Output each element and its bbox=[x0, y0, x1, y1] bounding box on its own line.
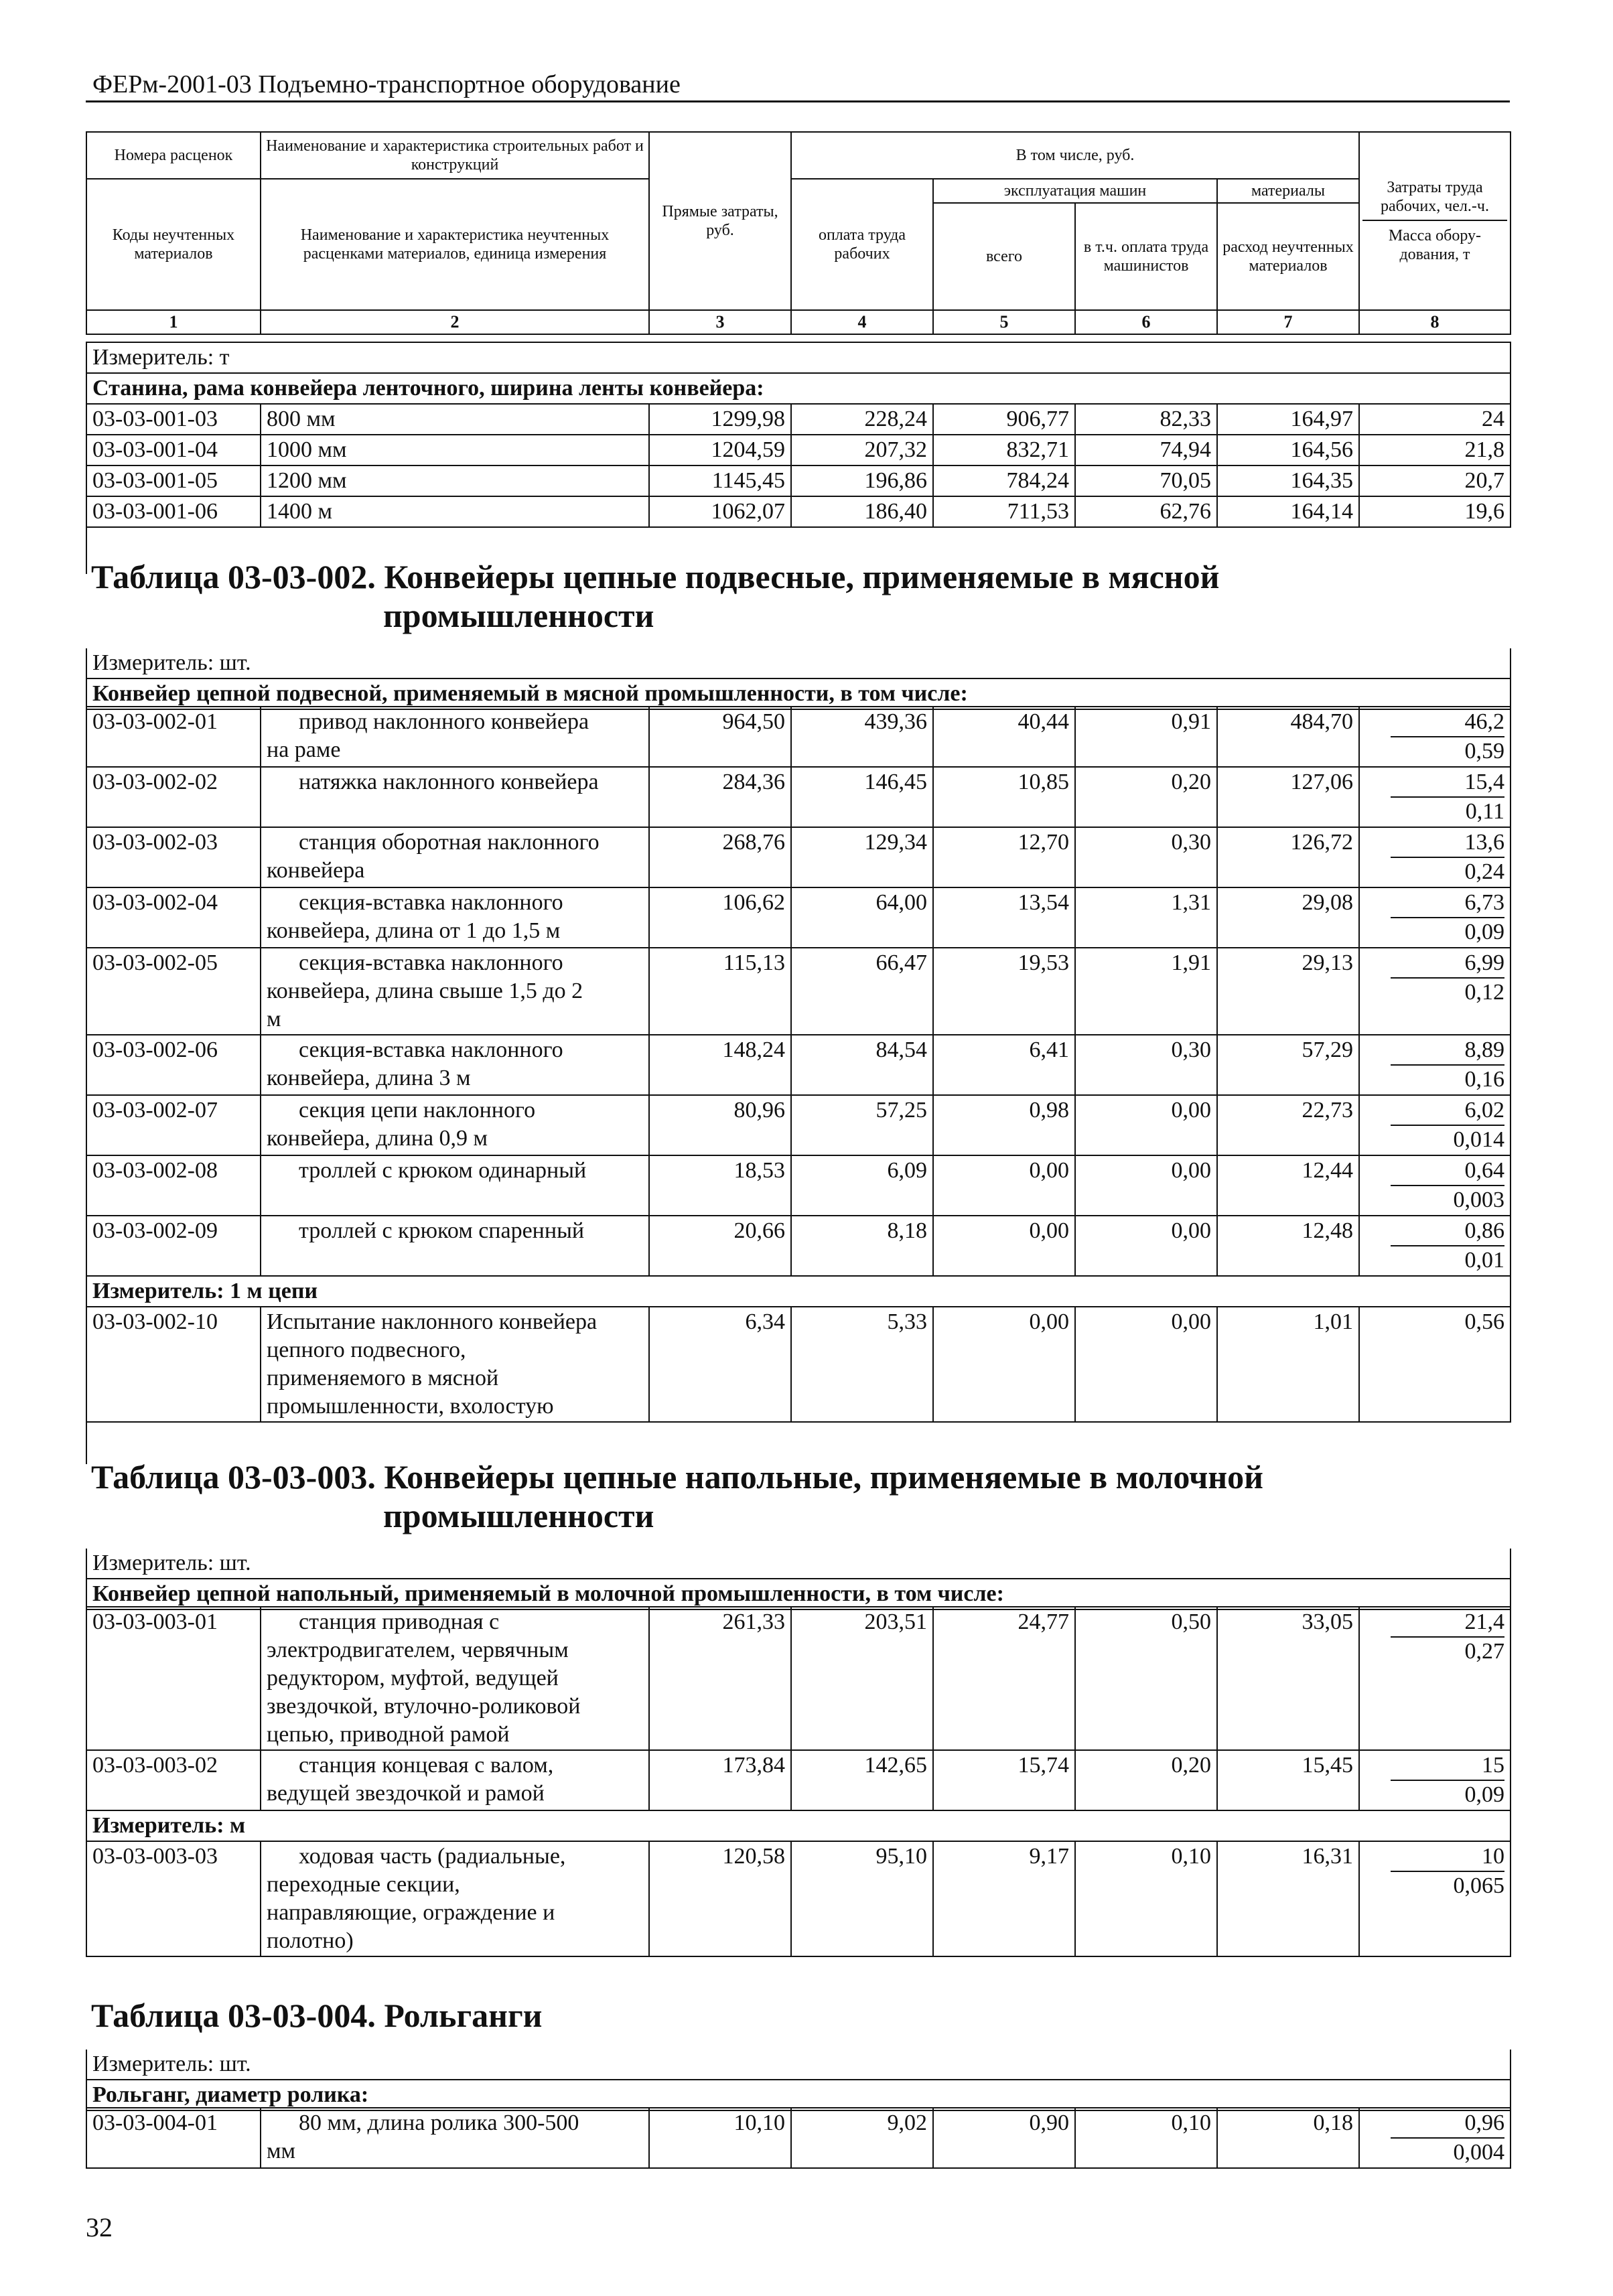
driver-pay: 0,20 bbox=[1075, 767, 1217, 827]
measure-label: Измеритель: шт. bbox=[86, 1549, 1511, 1579]
labor-pay: 142,65 bbox=[791, 1750, 933, 1810]
machine-total: 784,24 bbox=[933, 465, 1075, 496]
table-title-03-03-002 bbox=[91, 557, 1498, 635]
rate-code: 03-03-002-02 bbox=[86, 767, 261, 827]
rate-name: 800 мм bbox=[261, 404, 649, 435]
labor-pay: 64,00 bbox=[791, 887, 933, 948]
col-rate-numbers: Номера расценок bbox=[86, 132, 261, 179]
rate-name-line: станция концевая с валом, bbox=[299, 1753, 554, 1778]
table-row bbox=[86, 1750, 1511, 1810]
rate-name-line: конвейера, длина свыше 1,5 до 2 bbox=[267, 979, 583, 1003]
rate-name bbox=[261, 1307, 649, 1422]
labor-mass bbox=[1359, 767, 1511, 827]
measure-row bbox=[86, 1276, 1511, 1307]
rate-name-line: мм bbox=[267, 2139, 296, 2163]
direct-costs: 120,58 bbox=[649, 1841, 791, 1956]
labor-pay: 203,51 bbox=[791, 1607, 933, 1750]
table-title-line1: Таблица 03-03-002. Конвейеры цепные подвесные, применяемые в мясной bbox=[91, 558, 1220, 595]
page-number: 32 bbox=[86, 2212, 113, 2242]
equipment-mass: 0,12 bbox=[1464, 980, 1504, 1005]
rate-code: 03-03-002-01 bbox=[86, 707, 261, 767]
rate-name-line: троллей с крюком спаренный bbox=[299, 1218, 585, 1243]
materials: 164,97 bbox=[1217, 404, 1359, 435]
labor-mass bbox=[1359, 1841, 1511, 1956]
labor-cost: 0,96 bbox=[1391, 2109, 1504, 2139]
rate-name-line: цепного подвесного, bbox=[267, 1338, 466, 1362]
measure-row bbox=[86, 1810, 1511, 1841]
rate-name-line: Испытание наклонного конвейера bbox=[267, 1309, 598, 1334]
rate-name: 1200 мм bbox=[261, 465, 649, 496]
rate-name-line: промышленности, вхолостую bbox=[267, 1394, 554, 1419]
labor-mass bbox=[1359, 1750, 1511, 1810]
table-row bbox=[86, 1035, 1511, 1095]
labor-cost: 15 bbox=[1391, 1751, 1504, 1781]
rate-code: 03-03-001-05 bbox=[86, 465, 261, 496]
equipment-mass: 0,11 bbox=[1465, 799, 1504, 824]
direct-costs: 1204,59 bbox=[649, 435, 791, 465]
equipment-mass: 0,59 bbox=[1464, 739, 1504, 764]
rate-name-line: натяжка наклонного конвейера bbox=[299, 770, 599, 794]
table-row bbox=[86, 1307, 1511, 1422]
table-row bbox=[86, 1155, 1511, 1216]
direct-costs: 148,24 bbox=[649, 1035, 791, 1095]
measure-label: Измеритель: м bbox=[86, 1810, 1511, 1841]
direct-costs: 80,96 bbox=[649, 1095, 791, 1155]
labor-pay: 439,36 bbox=[791, 707, 933, 767]
col-num: 8 bbox=[1359, 310, 1511, 334]
col-machine-op: эксплуатация машин bbox=[933, 179, 1217, 203]
labor-pay: 5,33 bbox=[791, 1307, 933, 1422]
equipment-mass: 0,004 bbox=[1453, 2140, 1504, 2165]
materials: 12,44 bbox=[1217, 1155, 1359, 1216]
measure-label: Измеритель: т bbox=[86, 342, 1511, 373]
driver-pay: 0,91 bbox=[1075, 707, 1217, 767]
materials: 33,05 bbox=[1217, 1607, 1359, 1750]
direct-costs: 106,62 bbox=[649, 887, 791, 948]
materials: 57,29 bbox=[1217, 1035, 1359, 1095]
materials: 484,70 bbox=[1217, 707, 1359, 767]
rate-code: 03-03-002-05 bbox=[86, 948, 261, 1035]
labor-cost: 6,73 bbox=[1391, 889, 1504, 918]
table-03-03-004-rows bbox=[86, 2107, 1511, 2169]
materials: 126,72 bbox=[1217, 827, 1359, 887]
rate-name-line bbox=[267, 796, 643, 824]
labor-cost: 20,7 bbox=[1359, 465, 1511, 496]
rate-name-line: на раме bbox=[267, 737, 341, 762]
machine-total: 13,54 bbox=[933, 887, 1075, 948]
equipment-mass: 0,003 bbox=[1453, 1188, 1504, 1212]
labor-pay: 129,34 bbox=[791, 827, 933, 887]
labor-pay: 196,86 bbox=[791, 465, 933, 496]
rate-code: 03-03-001-03 bbox=[86, 404, 261, 435]
machine-total: 711,53 bbox=[933, 496, 1075, 527]
labor-cost: 15,4 bbox=[1391, 768, 1504, 798]
rate-name bbox=[261, 1216, 649, 1276]
col-num: 7 bbox=[1217, 310, 1359, 334]
rate-name-line: звездочкой, втулочно-роликовой bbox=[267, 1694, 581, 1719]
labor-pay: 9,02 bbox=[791, 2108, 933, 2168]
table-03-03-004 bbox=[86, 2050, 1511, 2111]
col-materials: материалы bbox=[1217, 179, 1359, 203]
labor-pay: 186,40 bbox=[791, 496, 933, 527]
rate-code: 03-03-002-07 bbox=[86, 1095, 261, 1155]
col-mass: Масса обору- дования, т bbox=[1388, 227, 1482, 263]
driver-pay: 0,20 bbox=[1075, 1750, 1217, 1810]
labor-cost: 24 bbox=[1359, 404, 1511, 435]
rate-name-line: конвейера, длина 0,9 м bbox=[267, 1126, 488, 1151]
labor-mass bbox=[1359, 1035, 1511, 1095]
rate-name-line: секция цепи наклонного bbox=[299, 1098, 536, 1123]
materials: 0,18 bbox=[1217, 2108, 1359, 2168]
rate-name bbox=[261, 1155, 649, 1216]
driver-pay: 0,00 bbox=[1075, 1095, 1217, 1155]
labor-pay: 146,45 bbox=[791, 767, 933, 827]
driver-pay: 1,91 bbox=[1075, 948, 1217, 1035]
table-title-line1: Таблица 03-03-003. Конвейеры цепные напольные, применяемые в молочной bbox=[91, 1458, 1263, 1496]
rate-name-line: троллей с крюком одинарный bbox=[299, 1158, 587, 1183]
labor-pay: 84,54 bbox=[791, 1035, 933, 1095]
table-row bbox=[86, 948, 1511, 1035]
driver-pay: 0,50 bbox=[1075, 1607, 1217, 1750]
table-title-03-03-003 bbox=[91, 1457, 1498, 1535]
labor-mass bbox=[1359, 707, 1511, 767]
labor-mass bbox=[1359, 887, 1511, 948]
materials: 29,13 bbox=[1217, 948, 1359, 1035]
rate-name-line: станция оборотная наклонного bbox=[299, 830, 600, 855]
rate-name-line: секция-вставка наклонного bbox=[299, 890, 563, 915]
machine-total: 832,71 bbox=[933, 435, 1075, 465]
machine-total: 9,17 bbox=[933, 1841, 1075, 1956]
column-header-table bbox=[86, 131, 1511, 335]
table-03-03-003-rows bbox=[86, 1606, 1511, 1957]
direct-costs: 261,33 bbox=[649, 1607, 791, 1750]
rate-name-line: ходовая часть (радиальные, bbox=[299, 1844, 566, 1869]
equipment-mass: 0,27 bbox=[1464, 1639, 1504, 1664]
machine-total: 15,74 bbox=[933, 1750, 1075, 1810]
equipment-mass: 0,065 bbox=[1453, 1873, 1504, 1898]
rate-name-line: ведущей звездочкой и рамой bbox=[267, 1781, 545, 1806]
rate-code: 03-03-002-04 bbox=[86, 887, 261, 948]
direct-costs: 10,10 bbox=[649, 2108, 791, 2168]
machine-total: 24,77 bbox=[933, 1607, 1075, 1750]
equipment-mass: 0,014 bbox=[1453, 1127, 1504, 1152]
table-row bbox=[86, 465, 1511, 496]
rate-name-line: 80 мм, длина ролика 300-500 bbox=[299, 2110, 579, 2135]
labor-mass bbox=[1359, 1216, 1511, 1276]
rate-name-line: редуктором, муфтой, ведущей bbox=[267, 1666, 559, 1691]
labor-mass: 0,56 bbox=[1359, 1307, 1511, 1422]
col-num: 2 bbox=[261, 310, 649, 334]
machine-total: 19,53 bbox=[933, 948, 1075, 1035]
rate-name bbox=[261, 1841, 649, 1956]
rate-code: 03-03-004-01 bbox=[86, 2108, 261, 2168]
machine-total: 12,70 bbox=[933, 827, 1075, 887]
rate-name-line: секция-вставка наклонного bbox=[299, 950, 563, 975]
labor-cost: 6,99 bbox=[1391, 949, 1504, 979]
table-title-03-03-004 bbox=[91, 1996, 1498, 2035]
equipment-mass: 0,01 bbox=[1464, 1248, 1504, 1273]
col-num: 4 bbox=[791, 310, 933, 334]
driver-pay: 1,31 bbox=[1075, 887, 1217, 948]
table-03-03-002-rows bbox=[86, 706, 1511, 1464]
col-labor-pay: оплата труда рабочих bbox=[791, 179, 933, 310]
labor-mass bbox=[1359, 827, 1511, 887]
driver-pay: 0,10 bbox=[1075, 1841, 1217, 1956]
table-03-03-003 bbox=[86, 1549, 1511, 1610]
rate-code: 03-03-002-03 bbox=[86, 827, 261, 887]
rate-name-line: конвейера, длина 3 м bbox=[267, 1066, 471, 1090]
labor-cost: 6,02 bbox=[1391, 1096, 1504, 1126]
col-unaccounted-materials: расход неучтенных материалов bbox=[1217, 203, 1359, 310]
driver-pay: 0,00 bbox=[1075, 1307, 1217, 1422]
machine-total: 0,00 bbox=[933, 1307, 1075, 1422]
rate-name bbox=[261, 1750, 649, 1810]
labor-cost: 10 bbox=[1391, 1843, 1504, 1872]
materials: 164,56 bbox=[1217, 435, 1359, 465]
driver-pay: 0,10 bbox=[1075, 2108, 1217, 2168]
table-title-line2: промышленности bbox=[383, 597, 654, 634]
labor-pay: 207,32 bbox=[791, 435, 933, 465]
equipment-mass: 0,16 bbox=[1464, 1067, 1504, 1092]
labor-cost: 13,6 bbox=[1391, 829, 1504, 858]
col-num: 5 bbox=[933, 310, 1075, 334]
header-rule bbox=[86, 100, 1510, 102]
driver-pay: 70,05 bbox=[1075, 465, 1217, 496]
col-labor-cost: Затраты труда рабочих, чел.-ч. bbox=[1362, 178, 1507, 221]
labor-cost: 8,89 bbox=[1391, 1036, 1504, 1066]
col-driver-pay: в т.ч. оплата труда машинистов bbox=[1075, 203, 1217, 310]
col-material-name: Наименование и характеристика неучтенных расценками материалов, единица измерения bbox=[261, 179, 649, 310]
equipment-mass: 0,09 bbox=[1464, 1782, 1504, 1807]
measure-label: Измеритель: шт. bbox=[86, 648, 1511, 678]
rate-name bbox=[261, 707, 649, 767]
rate-name bbox=[261, 1035, 649, 1095]
col-num: 3 bbox=[649, 310, 791, 334]
rate-name bbox=[261, 1095, 649, 1155]
materials: 15,45 bbox=[1217, 1750, 1359, 1810]
direct-costs: 20,66 bbox=[649, 1216, 791, 1276]
col-num: 1 bbox=[86, 310, 261, 334]
rate-code: 03-03-003-03 bbox=[86, 1841, 261, 1956]
table-row bbox=[86, 496, 1511, 527]
driver-pay: 62,76 bbox=[1075, 496, 1217, 527]
labor-pay: 8,18 bbox=[791, 1216, 933, 1276]
table-row bbox=[86, 1607, 1511, 1750]
rate-name-line bbox=[267, 1185, 643, 1213]
materials: 1,01 bbox=[1217, 1307, 1359, 1422]
rate-name bbox=[261, 887, 649, 948]
labor-cost: 21,4 bbox=[1391, 1608, 1504, 1638]
materials: 127,06 bbox=[1217, 767, 1359, 827]
machine-total: 0,00 bbox=[933, 1155, 1075, 1216]
direct-costs: 1062,07 bbox=[649, 496, 791, 527]
rate-code: 03-03-001-04 bbox=[86, 435, 261, 465]
group-label: Конвейер цепной подвесной, применяемый в мясной промышленности, в том числе: bbox=[86, 678, 1511, 709]
materials: 29,08 bbox=[1217, 887, 1359, 948]
labor-cost: 46,2 bbox=[1391, 708, 1504, 737]
rate-name bbox=[261, 827, 649, 887]
table-row bbox=[86, 887, 1511, 948]
col-direct-costs: Прямые затраты, руб. bbox=[649, 132, 791, 310]
labor-cost: 21,8 bbox=[1359, 435, 1511, 465]
table-row bbox=[86, 1095, 1511, 1155]
rate-name-line: секция-вставка наклонного bbox=[299, 1037, 563, 1062]
col-including: В том числе, руб. bbox=[791, 132, 1359, 179]
rate-name-line: конвейера, длина от 1 до 1,5 м bbox=[267, 918, 561, 943]
machine-total: 906,77 bbox=[933, 404, 1075, 435]
group-label: Рольганг, диаметр ролика: bbox=[86, 2080, 1511, 2110]
table-row bbox=[86, 827, 1511, 887]
rate-name-line: применяемого в мясной bbox=[267, 1366, 499, 1390]
machine-total: 0,90 bbox=[933, 2108, 1075, 2168]
group-label: Станина, рама конвейера ленточного, ширина ленты конвейера: bbox=[86, 373, 1511, 404]
labor-pay: 6,09 bbox=[791, 1155, 933, 1216]
col-total: всего bbox=[933, 203, 1075, 310]
rate-name-line: электродвигателем, червячным bbox=[267, 1638, 569, 1662]
driver-pay: 0,00 bbox=[1075, 1216, 1217, 1276]
labor-mass bbox=[1359, 1155, 1511, 1216]
rate-name-line: привод наклонного конвейера bbox=[299, 709, 589, 734]
equipment-mass: 0,24 bbox=[1464, 859, 1504, 884]
col-labor-mass bbox=[1359, 132, 1511, 310]
labor-mass bbox=[1359, 1095, 1511, 1155]
driver-pay: 0,00 bbox=[1075, 1155, 1217, 1216]
direct-costs: 6,34 bbox=[649, 1307, 791, 1422]
machine-total: 40,44 bbox=[933, 707, 1075, 767]
rate-code: 03-03-001-06 bbox=[86, 496, 261, 527]
machine-total: 6,41 bbox=[933, 1035, 1075, 1095]
table-row bbox=[86, 2108, 1511, 2168]
direct-costs: 1145,45 bbox=[649, 465, 791, 496]
materials: 164,35 bbox=[1217, 465, 1359, 496]
driver-pay: 0,30 bbox=[1075, 827, 1217, 887]
measure-label: Измеритель: 1 м цепи bbox=[86, 1276, 1511, 1307]
labor-pay: 66,47 bbox=[791, 948, 933, 1035]
col-num: 6 bbox=[1075, 310, 1217, 334]
col-work-name: Наименование и характеристика строительных работ и конструкций bbox=[261, 132, 649, 179]
col-rate-codes: Коды неучтенных материалов bbox=[86, 179, 261, 310]
driver-pay: 0,30 bbox=[1075, 1035, 1217, 1095]
labor-cost: 19,6 bbox=[1359, 496, 1511, 527]
table-row bbox=[86, 435, 1511, 465]
rate-name-line: направляющие, ограждение и bbox=[267, 1900, 555, 1925]
labor-mass bbox=[1359, 948, 1511, 1035]
machine-total: 0,00 bbox=[933, 1216, 1075, 1276]
driver-pay: 82,33 bbox=[1075, 404, 1217, 435]
direct-costs: 284,36 bbox=[649, 767, 791, 827]
table-title-line1: Таблица 03-03-004. Рольганги bbox=[91, 1997, 543, 2034]
group-label: Конвейер цепной напольный, применяемый в молочной промышленности, в том числе: bbox=[86, 1579, 1511, 1609]
labor-pay: 95,10 bbox=[791, 1841, 933, 1956]
rate-name-line: цепью, приводной рамой bbox=[267, 1722, 510, 1747]
materials: 12,48 bbox=[1217, 1216, 1359, 1276]
rate-name: 1000 мм bbox=[261, 435, 649, 465]
materials: 164,14 bbox=[1217, 496, 1359, 527]
rate-name-line: конвейера bbox=[267, 858, 365, 883]
rate-code: 03-03-002-06 bbox=[86, 1035, 261, 1095]
table-row bbox=[86, 1841, 1511, 1956]
equipment-mass: 0,09 bbox=[1464, 920, 1504, 944]
labor-pay: 57,25 bbox=[791, 1095, 933, 1155]
labor-mass bbox=[1359, 1607, 1511, 1750]
machine-total: 0,98 bbox=[933, 1095, 1075, 1155]
labor-pay: 228,24 bbox=[791, 404, 933, 435]
direct-costs: 1299,98 bbox=[649, 404, 791, 435]
rate-code: 03-03-003-02 bbox=[86, 1750, 261, 1810]
direct-costs: 964,50 bbox=[649, 707, 791, 767]
table-03-03-002 bbox=[86, 648, 1511, 710]
rate-name-line: переходные секции, bbox=[267, 1872, 460, 1897]
table-03-03-001 bbox=[86, 342, 1511, 574]
table-row bbox=[86, 767, 1511, 827]
direct-costs: 18,53 bbox=[649, 1155, 791, 1216]
rate-name bbox=[261, 767, 649, 827]
table-title-line2: промышленности bbox=[383, 1497, 654, 1534]
direct-costs: 115,13 bbox=[649, 948, 791, 1035]
rate-name-line: полотно) bbox=[267, 1928, 354, 1953]
measure-label: Измеритель: шт. bbox=[86, 2050, 1511, 2080]
driver-pay: 74,94 bbox=[1075, 435, 1217, 465]
rate-name-line: м bbox=[267, 1007, 281, 1031]
machine-total: 10,85 bbox=[933, 767, 1075, 827]
rate-name bbox=[261, 1607, 649, 1750]
rate-name-line: станция приводная с bbox=[299, 1609, 500, 1634]
rate-code: 03-03-002-08 bbox=[86, 1155, 261, 1216]
document-header: ФЕРм-2001-03 Подъемно-транспортное оборудование bbox=[92, 70, 681, 98]
rate-name-line bbox=[267, 1245, 643, 1273]
rate-code: 03-03-002-09 bbox=[86, 1216, 261, 1276]
rate-code: 03-03-003-01 bbox=[86, 1607, 261, 1750]
labor-mass bbox=[1359, 2108, 1511, 2168]
direct-costs: 268,76 bbox=[649, 827, 791, 887]
table-row bbox=[86, 1216, 1511, 1276]
rate-code: 03-03-002-10 bbox=[86, 1307, 261, 1422]
table-row bbox=[86, 707, 1511, 767]
table-row bbox=[86, 404, 1511, 435]
materials: 16,31 bbox=[1217, 1841, 1359, 1956]
labor-cost: 0,64 bbox=[1391, 1157, 1504, 1186]
rate-name bbox=[261, 948, 649, 1035]
labor-cost: 0,86 bbox=[1391, 1217, 1504, 1246]
rate-name bbox=[261, 2108, 649, 2168]
materials: 22,73 bbox=[1217, 1095, 1359, 1155]
rate-name: 1400 м bbox=[261, 496, 649, 527]
direct-costs: 173,84 bbox=[649, 1750, 791, 1810]
